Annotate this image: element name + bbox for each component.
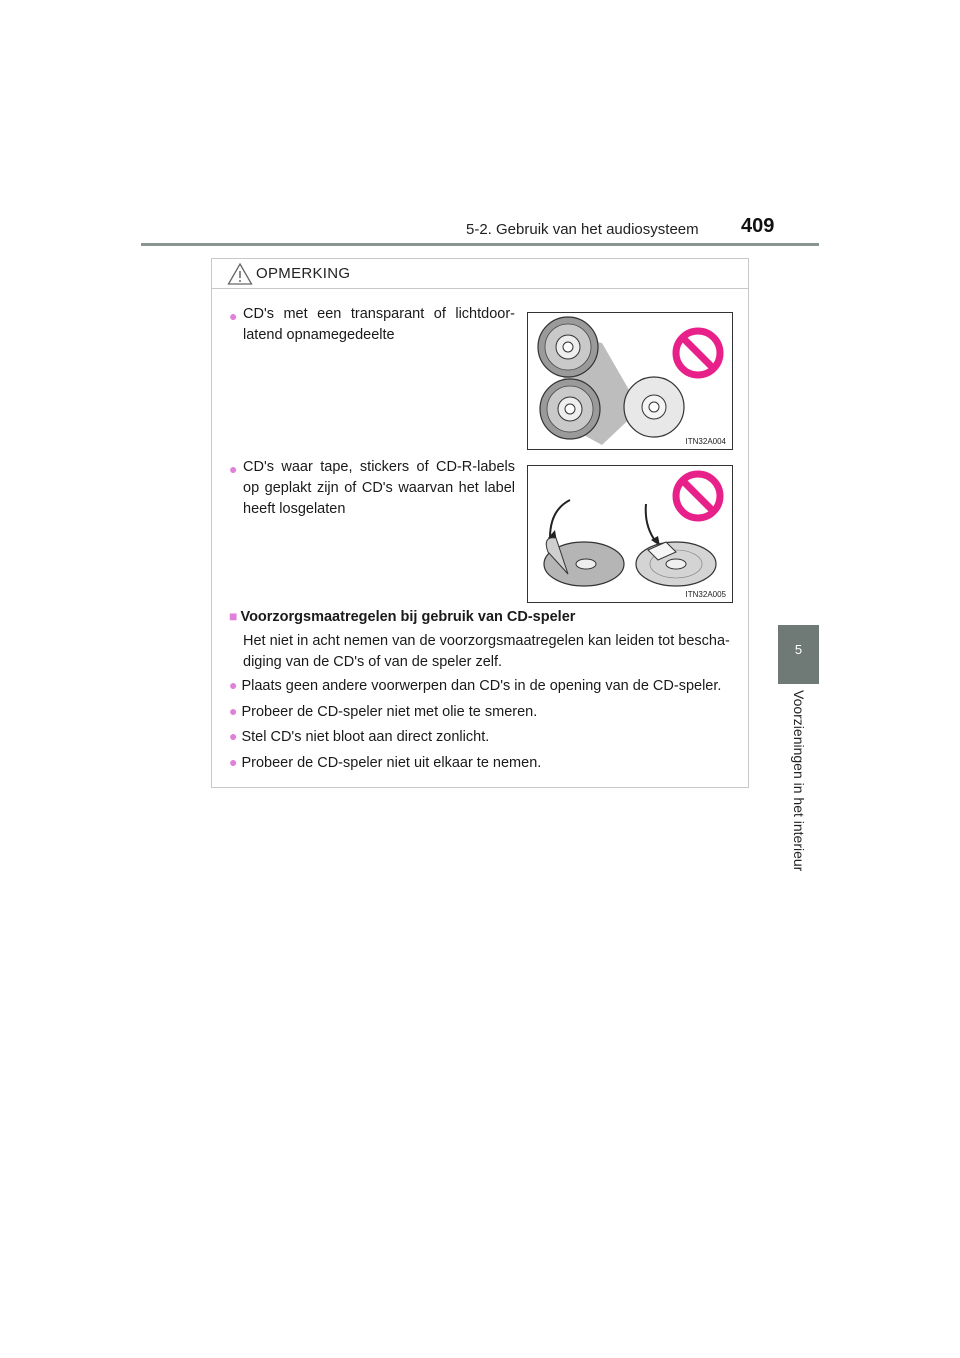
figure-code-2: ITN32A005 — [685, 590, 726, 599]
cd-illustration-1 — [528, 313, 732, 449]
list-item-text: Plaats geen andere voorwerpen dan CD's in de opening van de CD-speler. — [241, 678, 722, 694]
stickered-cd-icon — [636, 542, 716, 586]
prohibition-icon — [676, 474, 720, 518]
chapter-number: 5 — [794, 642, 803, 657]
bullet-dot-icon: ● — [229, 677, 238, 693]
bullet-dot-icon: ● — [229, 703, 238, 719]
bullet-dot-icon: ● — [229, 754, 238, 770]
bullet-item-1: CD's met een transparant of lichtdoor-latend opnamegedeelte — [243, 306, 515, 343]
chapter-label-wrap — [782, 690, 816, 890]
chapter-label: Voorzieningen in het interieur — [791, 690, 807, 872]
peeled-cd-icon — [544, 538, 624, 586]
figure-transparent-cd — [527, 312, 733, 450]
prohibition-icon — [676, 331, 720, 375]
section-heading — [229, 608, 575, 625]
cd-icon-transparent — [624, 377, 684, 437]
notice-title: OPMERKING — [256, 265, 351, 282]
warning-triangle-icon — [227, 262, 253, 286]
section-heading-text: Voorzorgsmaatregelen bij gebruik van CD-speler — [240, 609, 576, 625]
section-paragraph: Het niet in acht nemen van de voorzorgsmaatregelen kan leiden tot bescha-diging van de CD's of van de speler zelf. — [243, 633, 730, 670]
bullet-square-icon: ■ — [229, 608, 238, 624]
list-item — [229, 728, 489, 745]
cd-icon-bottom — [540, 379, 600, 439]
bullet-dot-icon: ● — [229, 308, 238, 324]
arrow-icon-left — [548, 500, 570, 542]
header-rule — [141, 243, 819, 246]
notice-box — [211, 258, 749, 788]
notice-header — [212, 259, 748, 289]
list-item-text: Probeer de CD-speler niet uit elkaar te nemen. — [241, 755, 542, 771]
page-number: 409 — [741, 215, 775, 237]
list-item-text: Stel CD's niet bloot aan direct zonlicht. — [241, 729, 490, 745]
bullet-item-2: CD's waar tape, stickers of CD-R-labels op geplakt zijn of CD's waarvan het label heeft losgelaten — [243, 459, 515, 517]
cd-illustration-2 — [528, 466, 732, 602]
bullet-dot-icon: ● — [229, 461, 238, 477]
chapter-tab — [778, 625, 819, 684]
list-item — [229, 754, 541, 771]
section-title: 5-2. Gebruik van het audiosysteem — [466, 221, 699, 238]
figure-labeled-cd — [527, 465, 733, 603]
list-item — [229, 703, 537, 720]
arrow-icon-right — [646, 504, 660, 546]
figure-code-1: ITN32A004 — [685, 437, 726, 446]
bullet-dot-icon: ● — [229, 728, 238, 744]
list-item-text: Probeer de CD-speler niet met olie te smeren. — [241, 704, 538, 720]
list-item — [229, 677, 721, 694]
cd-icon-top — [538, 317, 598, 377]
